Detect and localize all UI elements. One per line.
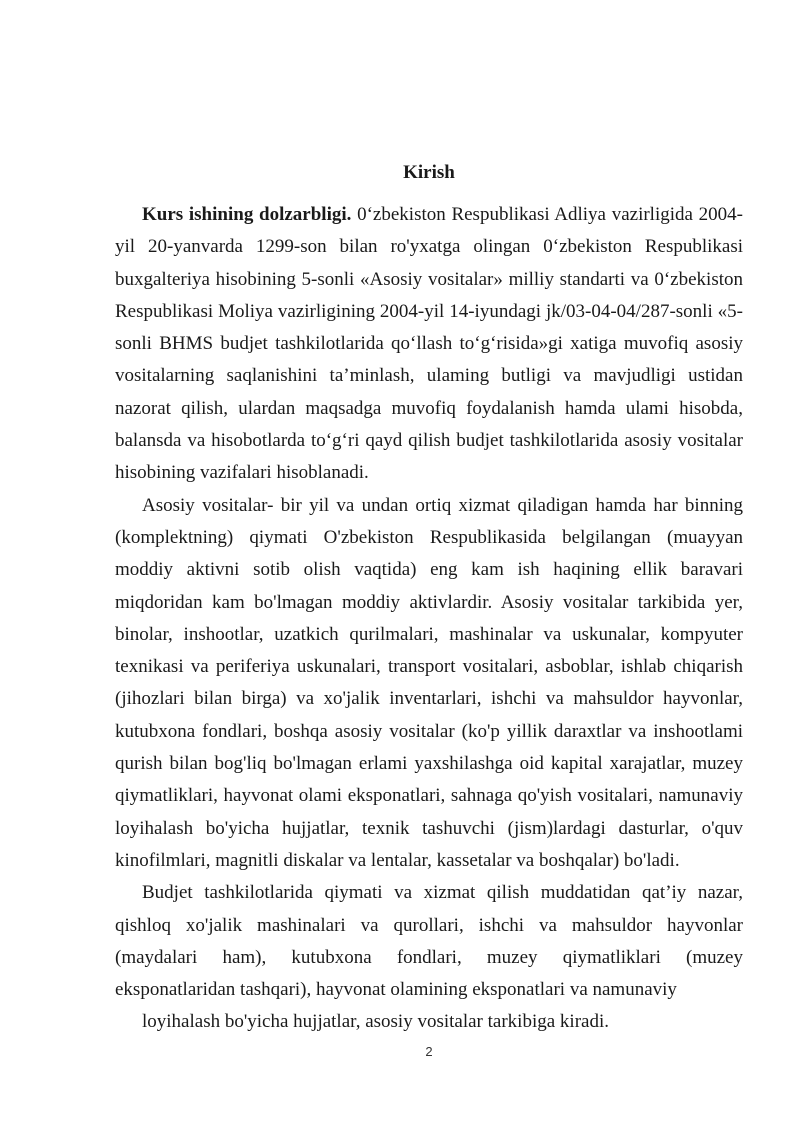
paragraph-text: 0‘zbekiston Respublikasi Adliya vazirligida 2004-yil 20-yanvarda 1299-son bilan ro'yxatga olingan 0‘zbekiston Respublikasi buxgalteriya hisobining 5-sonli «Asosiy vositalar» milliy standarti va 0‘zbekiston Respublikasi Moliya vazirligining 2004-yil 14-iyundagi jk/03-04-04/287-sonli «5-sonli BHMS budjet tashkilotlarida qo‘llash to‘g‘risida»gi xatiga muvofiq asosiy vositalarning saqlanishini ta’minlash, ulaming butligi va mavjudligi ustidan nazorat qilish, ulardan maqsadga muvofiq foydalanish hamda ulami hisobda, balansda va hisobotlarda to‘g‘ri qayd qilish budjet tashkilotlarida asosiy vositalar hisobining vazifalari hisoblanadi. (115, 204, 743, 484)
paragraph-continuation (115, 1006, 743, 1038)
page-number: 2 (425, 1044, 433, 1059)
paragraph-relevance (115, 199, 743, 490)
paragraph-text: loyihalash bo'yicha hujjatlar, asosiy vositalar tarkibiga kiradi. (142, 1011, 609, 1033)
page-heading: Kirish (403, 162, 455, 183)
paragraph-lead: Kurs ishining dolzarbligi. (142, 204, 352, 225)
paragraph-fixed-assets (115, 490, 743, 878)
paragraph-text: Asosiy vositalar- bir yil va undan ortiq xizmat qiladigan hamda har binning (komplektning) qiymati O'zbekiston Respublikasida belgilangan (muayyan moddiy aktivni sotib olish vaqtida) eng kam ish haqining ellik baravari miqdoridan kam bo'lmagan moddiy aktivlardir. Asosiy vositalar tarkibida yer, binolar, inshootlar, uzatkich qurilmalari, mashinalar va uskunalar, kompyuter texnikasi va periferiya uskunalari, transport vositalari, asboblar, ishlab chiqarish (jihozlari bilan birga) va xo'jalik inventarlari, ishchi va mahsuldor hayvonlar, kutubxona fondlari, boshqa asosiy vositalar (ko'p yillik daraxtlar va inshootlami qurish bilan bog'liq bo'lmagan erlami yaxshilashga oid kapital xarajatlar, muzey qiymatliklari, hayvonat olami eksponatlari, sahnaga qo'yish vositalari, namunaviy loyihalash bo'yicha hujjatlar, texnik tashuvchi (jism)lardagi dasturlar, o'quv kinofilmlari, magnitli diskalar va lentalar, kassetalar va boshqalar) bo'ladi. (115, 494, 743, 871)
document-body (115, 199, 743, 1039)
paragraph-text: Budjet tashkilotlarida qiymati va xizmat qilish muddatidan qat’iy nazar, qishloq xo'jalik mashinalari va qurollari, ishchi va mahsuldor hayvonlar (maydalari ham), kutubxona fondlari, muzey qiymatliklari (muzey eksponatlaridan tashqari), hayvonat olamining eksponatlari va namunaviy (115, 882, 743, 1001)
paragraph-budget-organizations (115, 877, 743, 1006)
